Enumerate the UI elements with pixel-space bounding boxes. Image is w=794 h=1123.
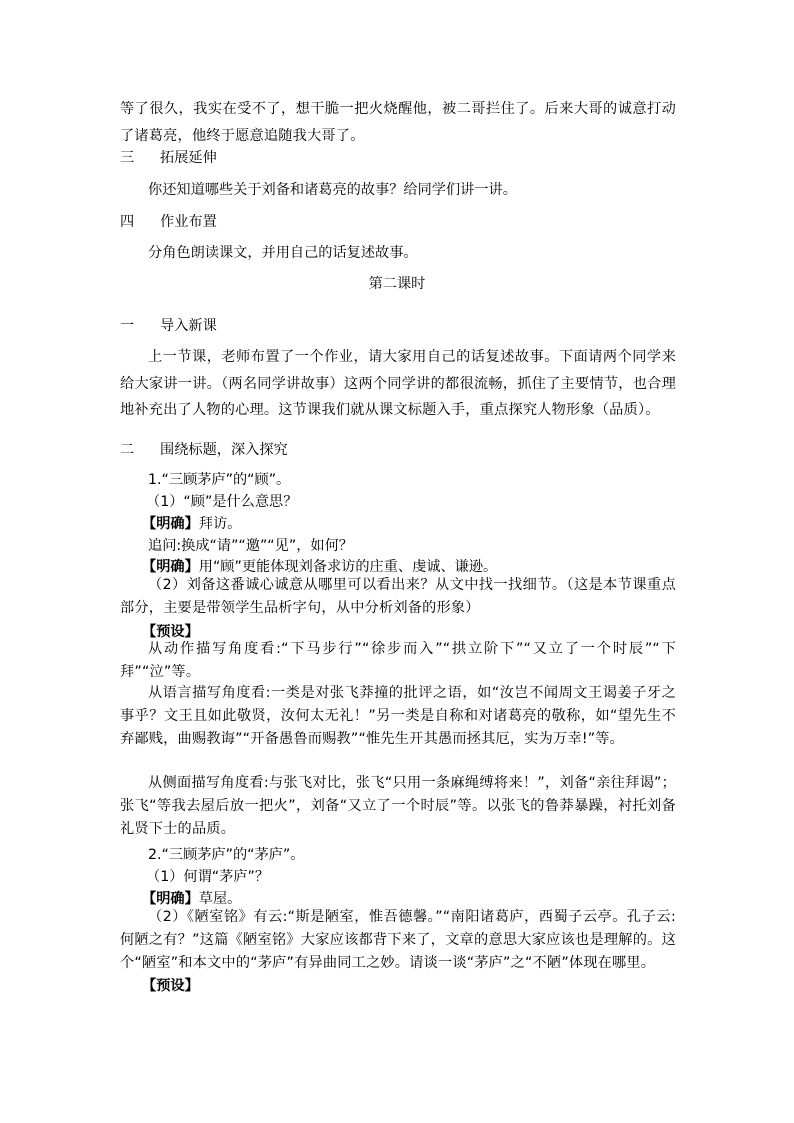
preset-language: 从语言描写角度看:一类是对张飞莽撞的批评之语，如“汝岂不闻周文王谒姜子牙之事乎？文王且如此敬贤，汝何太无礼！”另一类是自称和对诸葛亮的敬称，如“望先生不弃鄙贱，曲赐教诲”“开备愚鲁而赐教”“惟先生开其愚而拯其厄，实为万幸!”等。 bbox=[120, 685, 676, 747]
section-4-heading bbox=[120, 212, 217, 232]
q2-title: 2.“三顾茅庐”的“茅庐”。 bbox=[148, 847, 305, 863]
q1-title: 1.“三顾茅庐”的“顾”。 bbox=[148, 472, 291, 488]
q1-followup: 追问:换成“请”“邀”“见”，如何？ bbox=[148, 538, 353, 554]
q2-1-question: （1）何谓“茅庐”？ bbox=[146, 869, 270, 885]
q2-1-answer: 草屋。 bbox=[198, 891, 242, 907]
section-4-text: 分角色朗读课文，并用自己的话复述故事。 bbox=[148, 245, 418, 261]
q1-1-answer-line bbox=[142, 514, 241, 534]
q1-followup-answer: 用“顾”更能体现刘备求访的庄重、虔诚、谦逊。 bbox=[198, 559, 498, 575]
lesson-2-title: 第二课时 bbox=[368, 276, 426, 292]
preset-action: 从动作描写角度看:“下马步行”“徐步而入”“拱立阶下”“又立了一个时辰”“下拜”“泣”等。 bbox=[120, 641, 676, 680]
mingque-label: 【明确】 bbox=[142, 559, 199, 575]
section-3-heading bbox=[120, 148, 217, 168]
q2-2-question: （2）《陋室铭》有云:“斯是陋室，惟吾德馨。”“南阳诸葛庐，西蜀子云亭。孔子云:何陋之有？”这篇《陋室铭》大家应该都背下来了，文章的意思大家应该也是理解的。这个“陋室”和本文中的“茅庐”有异曲同工之妙。请谈一谈“茅庐”之“不陋”体现在哪里。 bbox=[120, 909, 676, 971]
q1-1-question: （1）“顾”是什么意思？ bbox=[146, 494, 298, 510]
section-4-number: 四 bbox=[120, 214, 135, 230]
section-3-number: 三 bbox=[120, 150, 135, 166]
q1-2-question: （2）刘备这番诚心诚意从哪里可以看出来？从文中找一找细节。（这是本节课重点部分，主要是带领学生品析字句，从中分析刘备的形象） bbox=[120, 577, 676, 616]
section-3-text: 你还知道哪些关于刘备和诸葛亮的故事？给同学们讲一讲。 bbox=[148, 182, 517, 198]
s2-heading bbox=[120, 440, 288, 460]
yushe-label-1: 【预设】 bbox=[142, 624, 199, 640]
q1-1-answer: 拜访。 bbox=[198, 516, 242, 532]
mingque-label: 【明确】 bbox=[142, 516, 199, 532]
mingque-label: 【明确】 bbox=[142, 891, 199, 907]
section-3-title: 拓展延伸 bbox=[160, 150, 217, 166]
s1-title: 导入新课 bbox=[160, 318, 217, 334]
s1-heading bbox=[120, 316, 217, 336]
s1-number: 一 bbox=[120, 318, 135, 334]
intro-paragraph: 等了很久，我实在受不了，想干脆一把火烧醒他，被二哥拦住了。后来大哥的诚意打动了诸葛亮，他终于愿意追随我大哥了。 bbox=[120, 101, 676, 144]
s2-number: 二 bbox=[120, 442, 135, 458]
s1-paragraph: 上一节课，老师布置了一个作业，请大家用自己的话复述故事。下面请两个同学来给大家讲一讲。（两名同学讲故事）这两个同学讲的都很流畅，抓住了主要情节，也合理地补充出了人物的心理。这节课我们就从课文标题入手，重点探究人物形象（品质）。 bbox=[120, 349, 676, 418]
yushe-label-2: 【预设】 bbox=[142, 978, 199, 994]
section-4-title: 作业布置 bbox=[160, 214, 217, 230]
preset-side: 从侧面描写角度看:与张飞对比，张飞“只用一条麻绳缚将来！”，刘备“亲往拜谒”；张飞“等我去屋后放一把火”，刘备“又立了一个时辰”等。以张飞的鲁莽暴躁，衬托刘备礼贤下士的品质。 bbox=[120, 775, 676, 837]
s2-title: 围绕标题，深入探究 bbox=[160, 442, 288, 458]
